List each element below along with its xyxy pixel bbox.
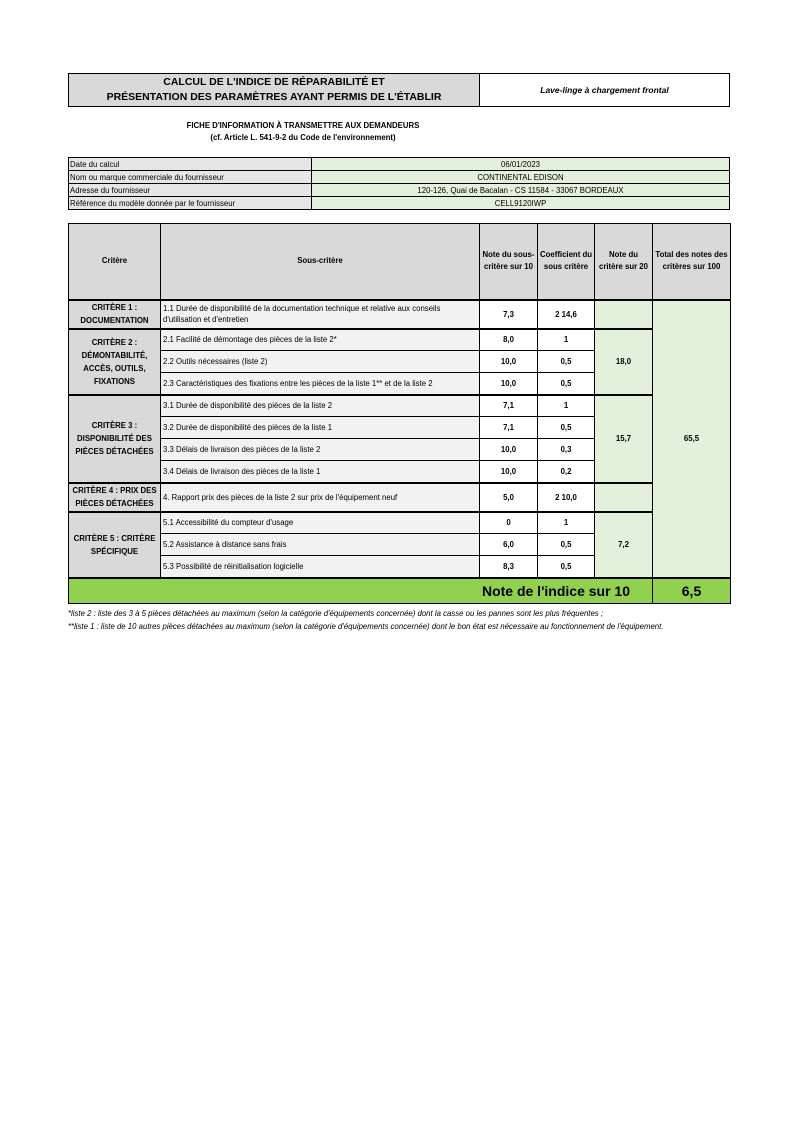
final-score-value: 6,5 (653, 578, 731, 604)
sub-criterion: 1.1 Durée de disponibilité de la documentation technique et relative aux conseils d'utilisation et d'entretien (161, 300, 480, 329)
sub-criterion: 5.3 Possibilité de réinitialisation logicielle (161, 556, 480, 578)
sub-note: 8,0 (480, 329, 538, 351)
sub-criterion: 2.3 Caractéristiques des fixations entre les pièces de la liste 1** et de la liste 2 (161, 373, 480, 395)
final-score-label: Note de l'indice sur 10 (69, 578, 653, 604)
info-value: CONTINENTAL EDISON (312, 171, 730, 184)
sub-note: 6,0 (480, 534, 538, 556)
fiche-heading (148, 120, 458, 144)
supplier-info-table (68, 157, 730, 210)
sub-criterion: 3.4 Délais de livraison des pièces de la liste 1 (161, 461, 480, 483)
table-row (69, 300, 731, 329)
footnote-1: *liste 2 : liste des 3 à 5 pièces détachées au maximum (selon la catégorie d'équipements concernée) dont la casse ou les pannes sont les plus fréquentes ; (68, 609, 604, 618)
footnote-2: **liste 1 : liste de 10 autres pièces détachées au maximum (selon la catégorie d'équipements concernée) dont le bon état est nécessaire au fonctionnement de l'équipement. (68, 621, 664, 631)
table-row (69, 512, 731, 534)
info-row (69, 184, 730, 197)
info-label: Référence du modèle donnée par le fournisseur (69, 197, 312, 210)
header-sous-critere: Sous-critère (161, 224, 480, 300)
info-row (69, 171, 730, 184)
sub-coef: 0,5 (538, 417, 595, 439)
sub-criterion: 5.1 Accessibilité du compteur d'usage (161, 512, 480, 534)
sub-note: 10,0 (480, 351, 538, 373)
criterion-score-3: 15,7 (595, 395, 653, 483)
table-header-row (69, 224, 731, 300)
criterion-score-2: 18,0 (595, 329, 653, 395)
title-line-2: PRÉSENTATION DES PARAMÈTRES AYANT PERMIS DE L'ÉTABLIR (106, 91, 442, 103)
sub-coef: 2 14,6 (538, 300, 595, 329)
criterion-1: CRITÈRE 1 : DOCUMENTATION (69, 300, 161, 329)
header-note-critere: Note du critère sur 20 (595, 224, 653, 300)
table-row (69, 329, 731, 351)
sub-coef: 0,5 (538, 351, 595, 373)
sub-note: 0 (480, 512, 538, 534)
fiche-line-2: (cf. Article L. 541-9-2 du Code de l'environnement) (210, 133, 396, 142)
fiche-line-1: FICHE D'INFORMATION À TRANSMETTRE AUX DEMANDEURS (186, 121, 420, 130)
title-block (69, 74, 480, 106)
sub-note: 10,0 (480, 439, 538, 461)
sub-note: 7,1 (480, 395, 538, 417)
sub-coef: 0,2 (538, 461, 595, 483)
info-value: CELL9120IWP (312, 197, 730, 210)
sub-coef: 0,5 (538, 373, 595, 395)
criterion-5: CRITÈRE 5 : CRITÈRE SPÉCIFIQUE (69, 512, 161, 578)
product-type: Lave-linge à chargement frontal (540, 85, 669, 95)
table-row (69, 483, 731, 512)
sub-note: 7,3 (480, 300, 538, 329)
criterion-score-5: 7,2 (595, 512, 653, 578)
sub-coef: 0,5 (538, 534, 595, 556)
sub-criterion: 2.1 Facilité de démontage des pièces de la liste 2* (161, 329, 480, 351)
sub-coef: 1 (538, 512, 595, 534)
criterion-score-1 (595, 300, 653, 329)
sub-coef: 0,3 (538, 439, 595, 461)
info-label: Nom ou marque commerciale du fournisseur (69, 171, 312, 184)
criterion-4: CRITÈRE 4 : PRIX DES PIÈCES DÉTACHÉES (69, 483, 161, 512)
sub-criterion: 3.3 Délais de livraison des pièces de la liste 2 (161, 439, 480, 461)
sub-criterion: 4. Rapport prix des pièces de la liste 2 sur prix de l'équipement neuf (161, 483, 480, 512)
sub-coef: 1 (538, 395, 595, 417)
info-label: Date du calcul (69, 158, 312, 171)
info-row (69, 158, 730, 171)
sub-note: 10,0 (480, 373, 538, 395)
sub-note: 8,3 (480, 556, 538, 578)
sub-note: 7,1 (480, 417, 538, 439)
criterion-3: CRITÈRE 3 : DISPONIBILITÉ DES PIÈCES DÉTACHÉES (69, 395, 161, 483)
sub-criterion: 3.2 Durée de disponibilité des pièces de la liste 1 (161, 417, 480, 439)
header-total: Total des notes des critères sur 100 (653, 224, 731, 300)
criterion-2: CRITÈRE 2 : DÉMONTABILITÉ, ACCÈS, OUTILS, FIXATIONS (69, 329, 161, 395)
table-row (69, 395, 731, 417)
info-value: 120-126, Quai de Bacalan - CS 11584 - 33067 BORDEAUX (312, 184, 730, 197)
info-label: Adresse du fournisseur (69, 184, 312, 197)
title-line-1: CALCUL DE L'INDICE DE RÉPARABILITÉ ET (163, 76, 385, 88)
sub-criterion: 2.2 Outils nécessaires (liste 2) (161, 351, 480, 373)
title-box (68, 73, 730, 107)
sub-note: 5,0 (480, 483, 538, 512)
info-value: 06/01/2023 (312, 158, 730, 171)
sub-criterion: 3.1 Durée de disponibilité des pièces de la liste 2 (161, 395, 480, 417)
header-note-sous: Note du sous-critère sur 10 (480, 224, 538, 300)
final-score-row (69, 578, 731, 604)
criterion-score-4 (595, 483, 653, 512)
total-100: 65,5 (653, 300, 731, 578)
sub-note: 10,0 (480, 461, 538, 483)
header-coef: Coefficient du sous critère (538, 224, 595, 300)
sub-coef: 2 10,0 (538, 483, 595, 512)
info-row (69, 197, 730, 210)
sub-criterion: 5.2 Assistance à distance sans frais (161, 534, 480, 556)
footnotes (68, 608, 748, 633)
sub-coef: 0,5 (538, 556, 595, 578)
sub-coef: 1 (538, 329, 595, 351)
header-critere: Critère (69, 224, 161, 300)
score-table (68, 223, 731, 604)
